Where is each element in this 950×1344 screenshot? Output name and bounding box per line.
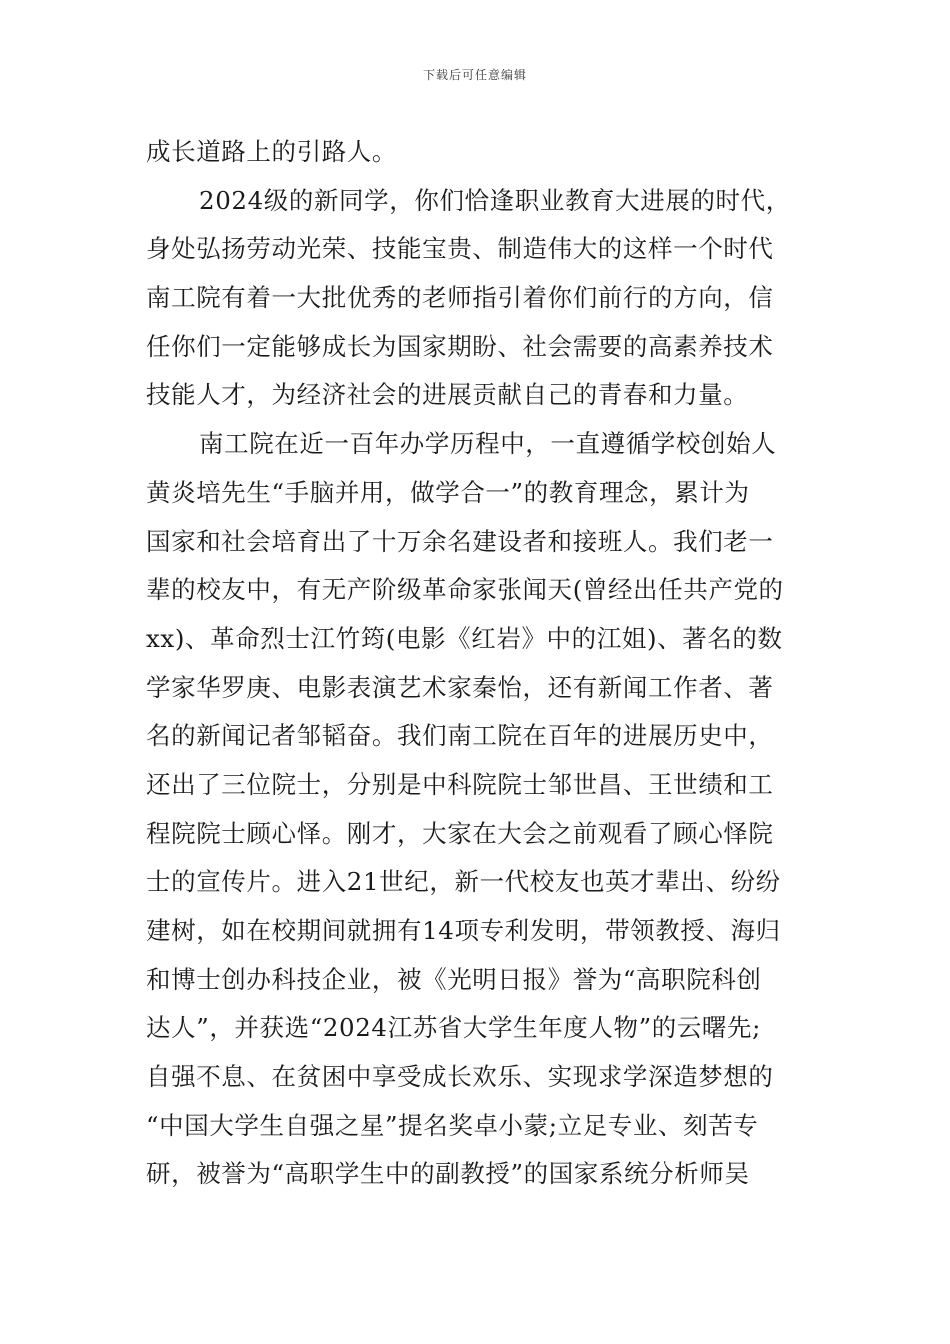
page-header-note: 下载后可任意编辑 bbox=[422, 68, 527, 82]
text-line: 和博士创办科技企业，被《光明日报》誉为“高职院科创 bbox=[146, 964, 762, 994]
text-line: 学家华罗庚、电影表演艺术家秦怡，还有新闻工作者、著 bbox=[146, 672, 774, 702]
text-line: 程院院士顾心怿。刚才，大家在大会之前观看了顾心怿院 bbox=[146, 818, 774, 848]
text-line: 研，被誉为“高职学生中的副教授”的国家系统分析师吴 bbox=[146, 1159, 750, 1189]
paragraph-start-line: 南工院在近一百年办学历程中，一直遵循学校创始人 bbox=[199, 429, 777, 459]
text-line: 任你们一定能够成长为国家期盼、社会需要的高素养技术 bbox=[146, 331, 774, 361]
text-line: 技能人才，为经济社会的进展贡献自己的青春和力量。 bbox=[146, 380, 749, 410]
paragraph-start-line: 2024级的新同学，你们恰逢职业教育大进展的时代， bbox=[199, 185, 791, 215]
text-line: 国家和社会培育出了十万余名建设者和接班人。我们老一 bbox=[146, 526, 774, 556]
document-body bbox=[146, 128, 806, 1199]
text-line: 南工院有着一大批优秀的老师指引着你们前行的方向，信 bbox=[146, 283, 774, 313]
text-line: 身处弘扬劳动光荣、技能宝贵、制造伟大的这样一个时代 bbox=[146, 234, 774, 264]
text-line: 士的宣传片。进入21世纪，新一代校友也英才辈出、纷纷 bbox=[146, 867, 781, 897]
text-line: 建树，如在校期间就拥有14项专利发明，带领教授、海归 bbox=[146, 916, 781, 945]
text-line: “中国大学生自强之星”提名奖卓小蒙;立足专业、刻苦专 bbox=[146, 1110, 759, 1140]
text-line: xx)、革命烈士江竹筠(电影《红岩》中的江姐)、著名的数 bbox=[146, 623, 783, 653]
text-line: 成长道路上的引路人。 bbox=[146, 137, 397, 166]
text-line: 辈的校友中，有无产阶级革命家张闻天(曾经出任共产党的 bbox=[146, 575, 784, 605]
text-line: 黄炎培先生“手脑并用，做学合一”的教育理念，累计为 bbox=[146, 477, 750, 507]
text-line: 自强不息、在贫困中享受成长欢乐、实现求学深造梦想的 bbox=[146, 1062, 774, 1092]
text-line: 名的新闻记者邹韬奋。我们南工院在百年的进展历史中， bbox=[146, 721, 774, 751]
text-line: 还出了三位院士，分别是中科院院士邹世昌、王世绩和工 bbox=[146, 769, 774, 799]
text-line: 达人”，并获选“2024江苏省大学生年度人物”的云曙先; bbox=[146, 1013, 761, 1043]
